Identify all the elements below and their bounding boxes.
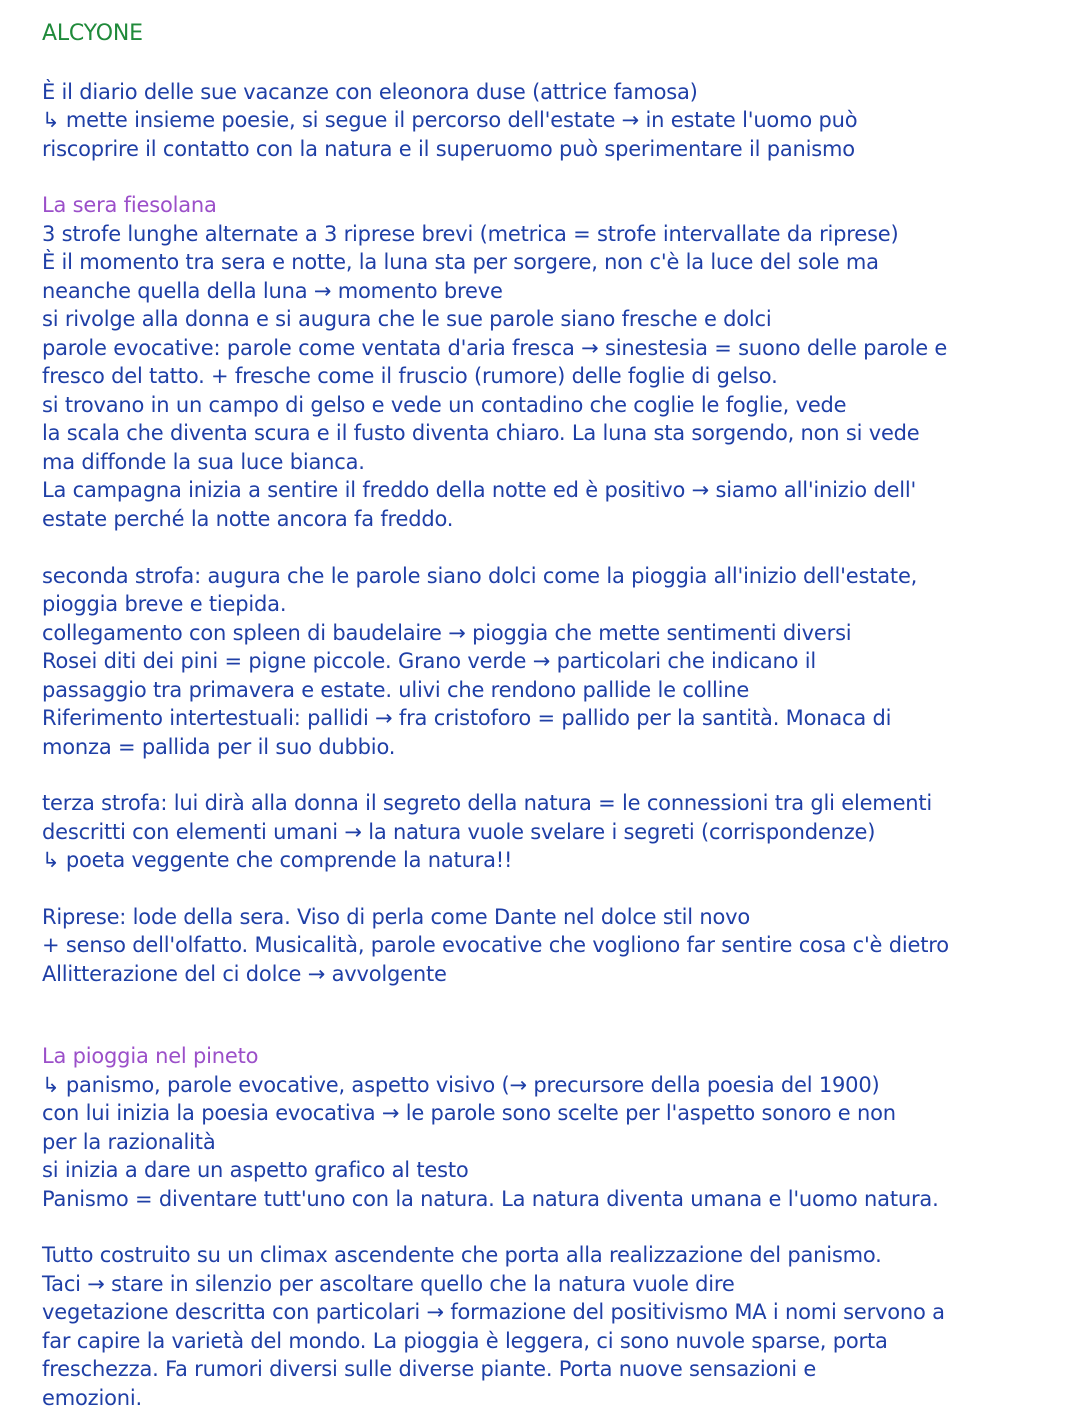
intro-line: ↳ mette insieme poesie, si segue il percorso dell'estate → in estate l'uomo può <box>42 108 858 132</box>
note-line: ↳ panismo, parole evocative, aspetto visivo (→ precursore della poesia del 1900) <box>42 1073 880 1097</box>
section-heading-pioggia-nel-pineto: La pioggia nel pineto <box>42 1044 259 1068</box>
note-line: Rosei diti dei pini = pigne piccole. Grano verde → particolari che indicano il <box>42 649 817 673</box>
note-line: Allitterazione del ci dolce → avvolgente <box>42 962 447 986</box>
note-line: Riprese: lode della sera. Viso di perla come Dante nel dolce stil novo <box>42 905 751 929</box>
note-line: estate perché la notte ancora fa freddo. <box>42 507 454 531</box>
note-line: parole evocative: parole come ventata d'aria fresca → sinestesia = suono delle parole e <box>42 336 948 360</box>
note-line: ma diffonde la sua luce bianca. <box>42 450 365 474</box>
intro-line: riscoprire il contatto con la natura e il superuomo può sperimentare il panismo <box>42 137 855 161</box>
note-line: la scala che diventa scura e il fusto diventa chiaro. La luna sta sorgendo, non si vede <box>42 421 920 445</box>
note-line: 3 strofe lunghe alternate a 3 riprese brevi (metrica = strofe intervallate da riprese) <box>42 222 899 246</box>
note-line: Taci → stare in silenzio per ascoltare quello che la natura vuole dire <box>42 1272 735 1296</box>
note-line: È il momento tra sera e notte, la luna sta per sorgere, non c'è la luce del sole ma <box>42 250 879 274</box>
note-line: fresco del tatto. + fresche come il fruscio (rumore) delle foglie di gelso. <box>42 364 778 388</box>
note-line: con lui inizia la poesia evocativa → le parole sono scelte per l'aspetto sonoro e non <box>42 1101 896 1125</box>
note-line: per la razionalità <box>42 1130 216 1154</box>
note-line: vegetazione descritta con particolari → formazione del positivismo MA i nomi servono a <box>42 1300 945 1324</box>
note-line: si rivolge alla donna e si augura che le sue parole siano fresche e dolci <box>42 307 772 331</box>
document-title: ALCYONE <box>42 21 143 46</box>
note-line: monza = pallida per il suo dubbio. <box>42 735 396 759</box>
note-line: collegamento con spleen di baudelaire → pioggia che mette sentimenti diversi <box>42 621 852 645</box>
section-heading-sera-fiesolana: La sera fiesolana <box>42 193 217 217</box>
note-line: emozioni. <box>42 1386 142 1410</box>
note-line: pioggia breve e tiepida. <box>42 592 287 616</box>
note-line: Tutto costruito su un climax ascendente che porta alla realizzazione del panismo. <box>42 1243 882 1267</box>
note-line: ↳ poeta veggente che comprende la natura!! <box>42 848 513 872</box>
note-line: terza strofa: lui dirà alla donna il segreto della natura = le connessioni tra gli elementi <box>42 791 933 815</box>
note-line: far capire la varietà del mondo. La pioggia è leggera, ci sono nuvole sparse, porta <box>42 1329 888 1353</box>
note-line: La campagna inizia a sentire il freddo della notte ed è positivo → siamo all'inizio dell' <box>42 478 917 502</box>
note-line: Riferimento intertestuali: pallidi → fra cristoforo = pallido per la santità. Monaca di <box>42 706 892 730</box>
note-line: Panismo = diventare tutt'uno con la natura. La natura diventa umana e l'uomo natura. <box>42 1187 939 1211</box>
note-line: passaggio tra primavera e estate. ulivi che rendono pallide le colline <box>42 678 750 702</box>
note-line: + senso dell'olfatto. Musicalità, parole evocative che vogliono far sentire cosa c'è dietro <box>42 933 949 957</box>
note-line: seconda strofa: augura che le parole siano dolci come la pioggia all'inizio dell'estate, <box>42 564 918 588</box>
note-line: neanche quella della luna → momento breve <box>42 279 503 303</box>
note-line: freschezza. Fa rumori diversi sulle diverse piante. Porta nuove sensazioni e <box>42 1357 817 1381</box>
note-line: si inizia a dare un aspetto grafico al testo <box>42 1158 469 1182</box>
intro-line: È il diario delle sue vacanze con eleonora duse (attrice famosa) <box>42 80 698 104</box>
note-line: si trovano in un campo di gelso e vede un contadino che coglie le foglie, vede <box>42 393 847 417</box>
note-line: descritti con elementi umani → la natura vuole svelare i segreti (corrispondenze) <box>42 820 876 844</box>
